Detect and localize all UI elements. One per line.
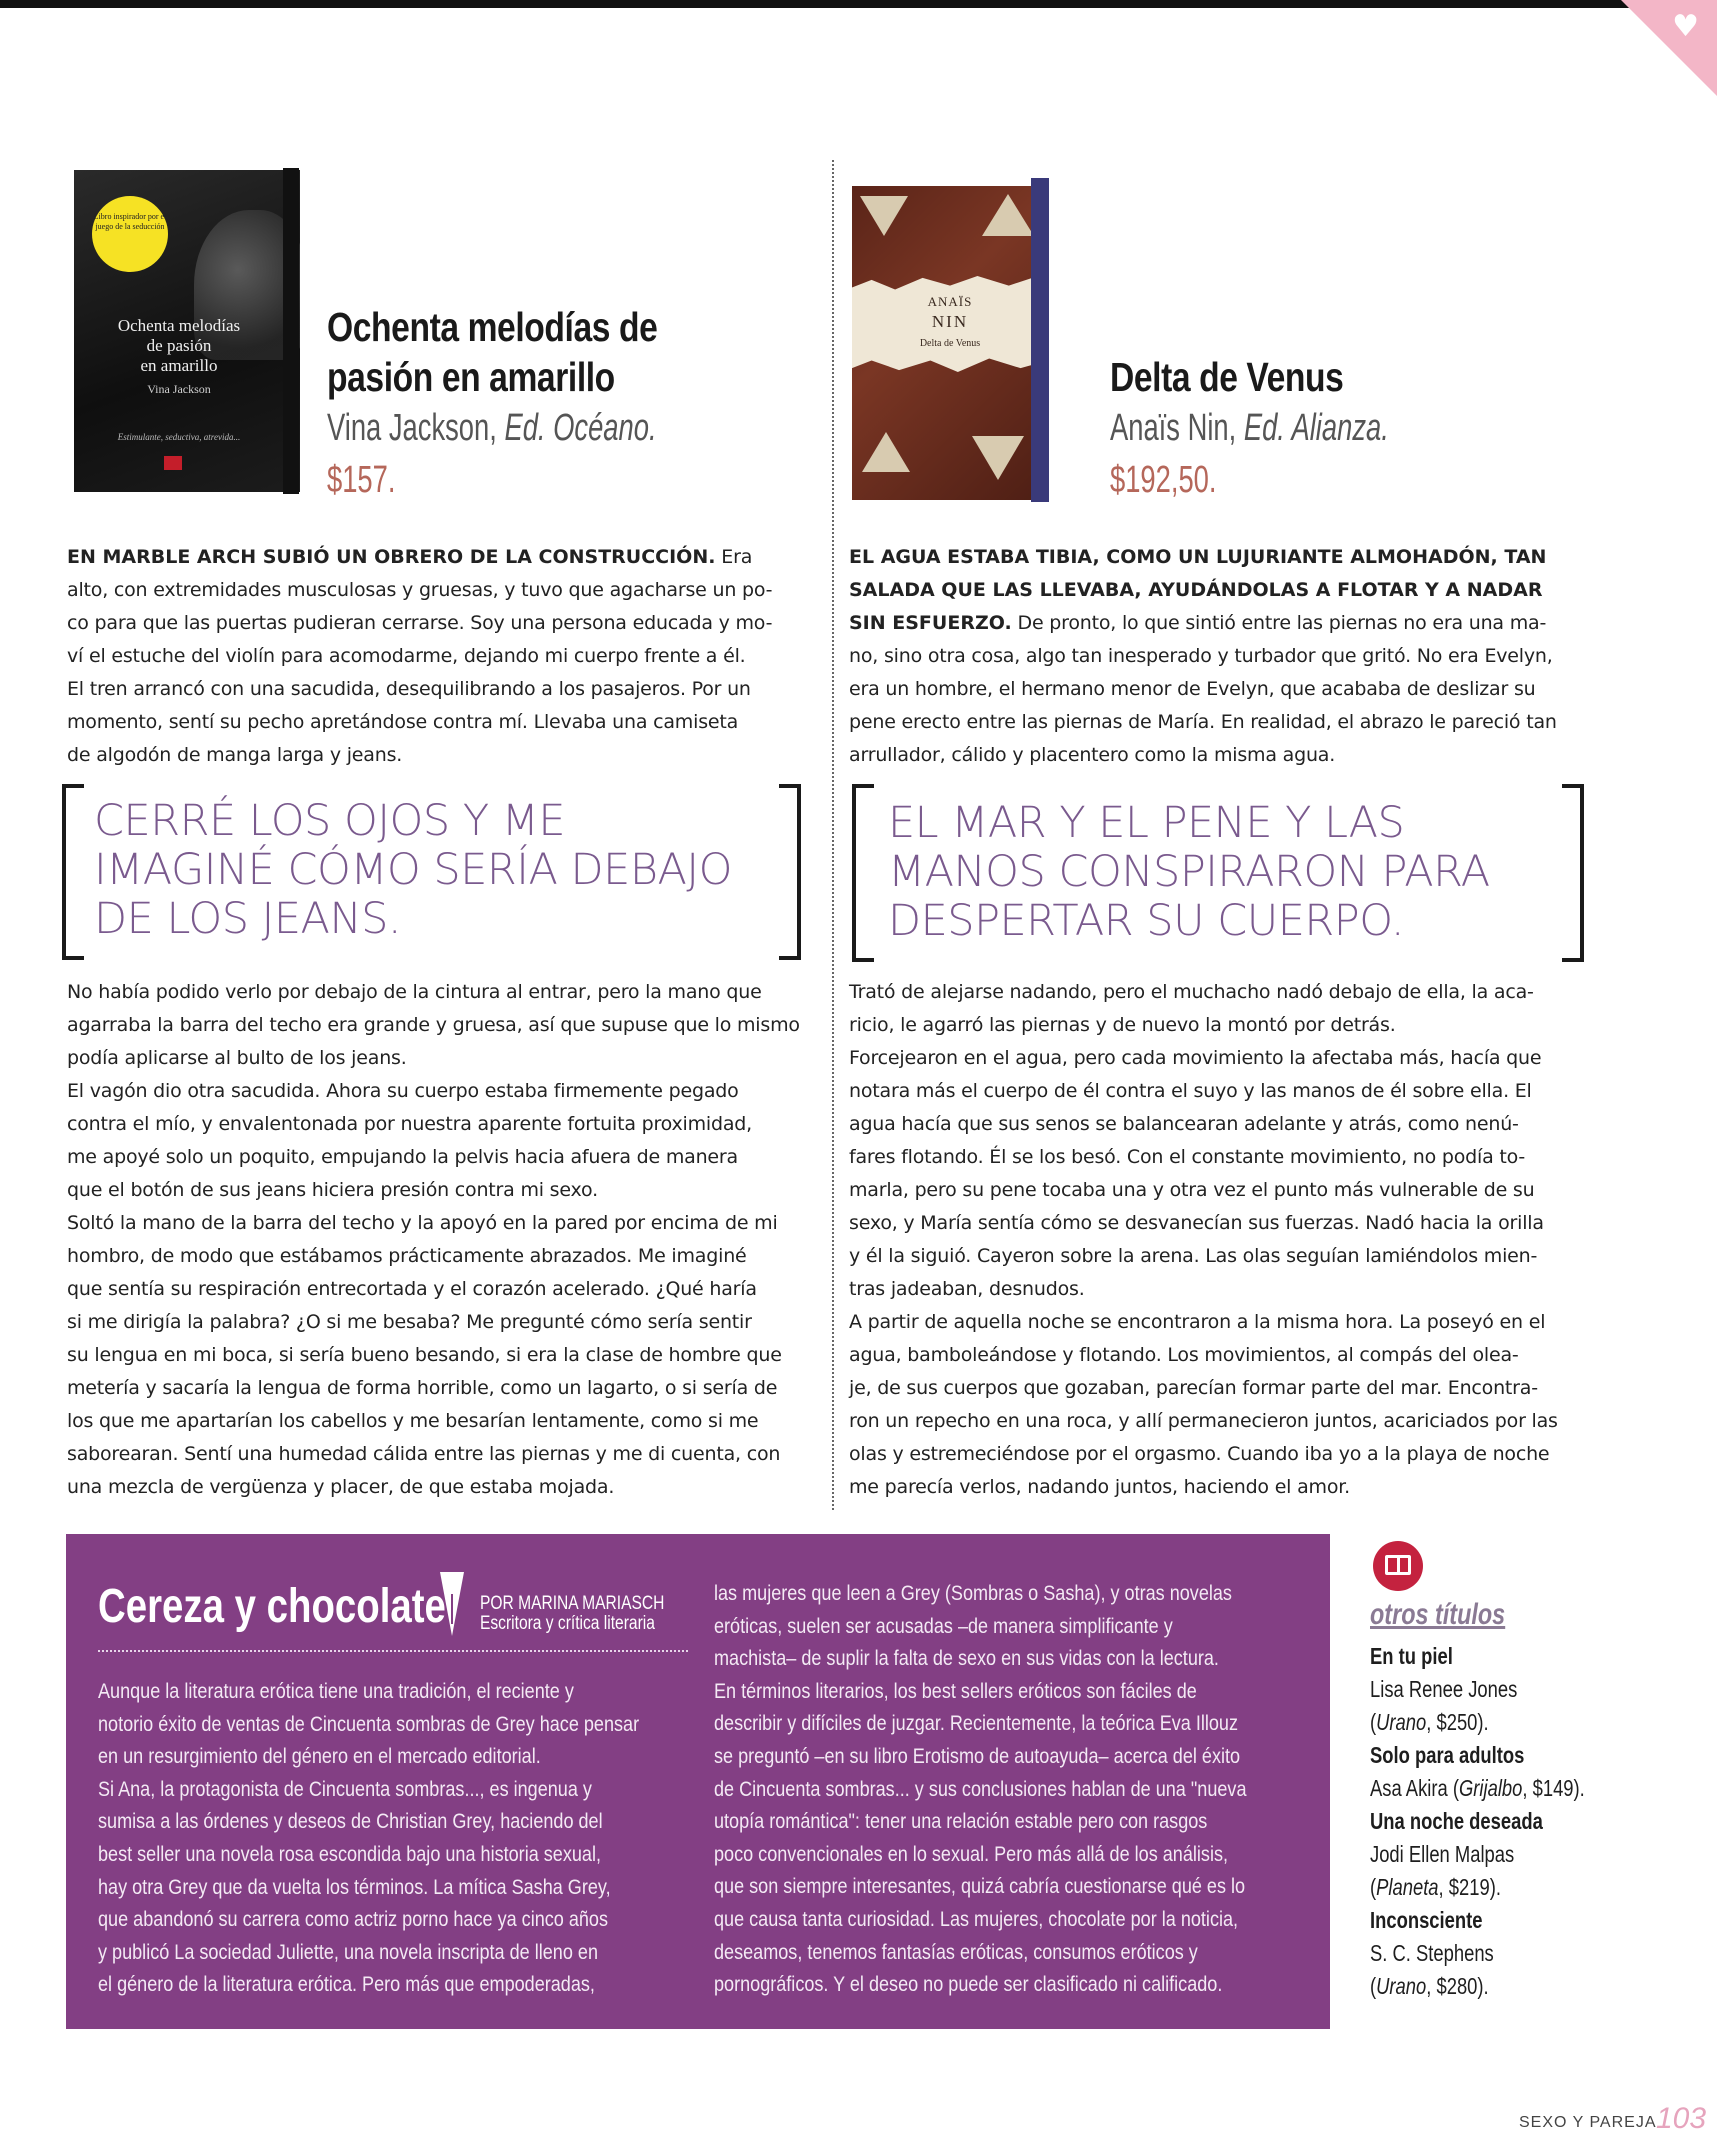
book-author-2: Anaïs Nin, Ed. Alianza. [1110, 407, 1389, 449]
pull-quote-1: CERRÉ LOS OJOS Y ME IMAGINÉ CÓMO SERÍA DEBAJO DE LOS JEANS. [94, 796, 732, 944]
article-1-body: No había podido verlo por debajo de la cintura al entrar, pero la mano que agarraba la barra del techo era grande y gruesa, así que supuse que lo mismo podía aplicarse al bulto de los jeans. El vagón dio otra sacudida. Ahora su cuerpo estaba firmemente pegado contra el mío, y envalentonada por nuestra aparente fortuita proximidad, me apoyé solo un poquito, empujando la pelvis hacia afuera de manera que el botón de sus jeans hiciera presión contra mi sexo. Soltó la mano de la barra del techo y la apoyó en la pared por encima de mi hombro, de modo que estábamos prácticamente abrazados. Me imaginé que sentía su respiración entrecortada y el corazón acelerado. ¿Qué haría si me dirigía la palabra? ¿O si me besaba? Me pregunté cómo sería sentir su lengua en mi boca, si sería bueno besando, si era la clase de hombre que metería y sacaría la lengua de forma horrible, como un lagarto, o si sería de los que me apartarían los cabellos y me besarían lentamente, como si me saborearan. Sentí una humedad cálida entre las piernas y me di cuenta, con una mezcla de vergüenza y placer, de que estaba mojada. [67, 981, 800, 1498]
list-item-publisher: (Urano, $280). [1370, 1973, 1489, 1999]
cover-tagline: Estimulante, seductiva, atrevida... [117, 432, 241, 442]
book-spine [1031, 178, 1049, 502]
pull-quote-2: EL MAR Y EL PENE Y LAS MANOS CONSPIRARON PARA DESPERTAR SU CUERPO. [888, 798, 1490, 946]
quote-bracket-right [1562, 784, 1584, 962]
heart-icon: ♥ [1672, 9, 1699, 44]
book-spine [283, 168, 299, 494]
list-item-title: En tu piel [1370, 1643, 1453, 1669]
quote-bracket-left [62, 784, 84, 960]
opinion-sidebar [66, 1534, 1330, 2029]
otros-titulos-list [1370, 1640, 1585, 2003]
cover-title: Delta de Venus [919, 338, 981, 349]
cover-sticker: Libro inspirador por el juego de la seducción [92, 196, 168, 272]
list-item-publisher: Asa Akira (Grijalbo, $149). [1370, 1775, 1585, 1801]
article-1-intro: EN MARBLE ARCH SUBIÓ UN OBRERO DE LA CONSTRUCCIÓN. Era alto, con extremidades musculosas y gruesas, y tuvo que agacharse un po- co para que las puertas pudieran cerrarse. Soy una persona educada y mo- ví el estuche del violín para acomodarme, dejando mi cuerpo frente a él. El tren arrancó con una sacudida, desequilibrando a los pasajeros. Por un momento, sentí su pecho apretándose contra mí. Llevaba una camiseta de algodón de manga larga y jeans. [67, 546, 773, 766]
page-number: 103 [1656, 2102, 1707, 2135]
list-item-title: Inconsciente [1370, 1907, 1483, 1933]
book-cover-delta-de-venus [852, 186, 1048, 500]
sidebar-divider [98, 1650, 688, 1652]
section-name: SEXO Y PAREJA [1519, 2114, 1657, 2131]
quote-bracket-left [852, 784, 874, 962]
sidebar-text-left: Aunque la literatura erótica tiene una tradición, el reciente y notorio éxito de ventas de Cincuenta sombras de Grey hace pensar en un resurgimiento del género en el mercado editorial. Si Ana, la protagonista de Cincuenta sombras..., es ingenua y sumisa a las órdenes y deseos de Christian Grey, haciendo del best seller una novela rosa escondida bajo una historia sexual, hay otra Grey que da vuelta los términos. La mítica Sasha Grey, que abandonó su carrera como actriz porno hace ya cinco años y publicó La sociedad Juliette, una novela inscripta de lleno en el género de la literatura erótica. Pero más que empoderadas, [98, 1680, 640, 1997]
list-item-title: Una noche deseada [1370, 1808, 1543, 1834]
list-item-publisher: (Planeta, $219). [1370, 1874, 1501, 1900]
article-2-body: Trató de alejarse nadando, pero el muchacho nadó debajo de ella, la aca- ricio, le agarró las piernas y de nuevo la montó por detrás. Forcejearon en el agua, pero cada movimiento la afectaba más, hacía que notara más el cuerpo de él contra el suyo y las manos de él sobre ella. El agua hacía que sus senos se balancearan adelante y atrás, como nenú- fares flotando. Él se los besó. Con el constante movimiento, no podía to- marla, pero su pene tocaba una y otra vez el punto más vulnerable de su sexo, y María sentía cómo se desvanecían sus fuerzas. Nadó hacia la orilla y él la siguió. Cayeron sobre la arena. Las olas seguían lamiéndolos mien- tras jadeaban, desnudos. A partir de aquella noche se encontraron a la misma hora. La poseyó en el agua, bamboleándose y flotando. Los movimientos, al compás del olea- je, de sus cuerpos que gozaban, parecían formar parte del mar. Encontra- ron un repecho en una roca, y allí permanecieron juntos, acariciados por las olas y estremeciéndose por el orgasmo. Cuando iba yo a la playa de noche me parecía verlos, nadando juntos, haciendo el amor. [849, 981, 1558, 1498]
list-item-publisher: (Urano, $250). [1370, 1709, 1489, 1735]
column-divider [832, 160, 834, 1510]
book-title-1: Ochenta melodías de pasión en amarillo [327, 304, 658, 400]
book-price-1: $157. [327, 459, 396, 501]
book-cover-ochenta-melodias [74, 170, 300, 492]
cover-author-bottom: NIN [931, 312, 969, 331]
sidebar-byline: POR MARINA MARIASCH Escritora y crítica literaria [480, 1593, 665, 1634]
book-title-2: Delta de Venus [1110, 354, 1344, 400]
corner-tab [1621, 0, 1717, 96]
cover-author: Vina Jackson [147, 382, 211, 396]
otros-titulos-heading: otros títulos [1370, 1598, 1506, 1631]
sidebar-text-right: las mujeres que leen a Grey (Sombras o Sasha), y otras novelas eróticas, suelen ser acusadas –de manera simplificante y machista– de suplir la falta de sexo en sus vidas con la lectura. En términos literarios, los best sellers eróticos son fáciles de describir y difíciles de juzgar. Recientemente, la teórica Eva Illouz se preguntó –en su libro Erotismo de autoayuda– acerca del éxito de Cincuenta sombras... y sus conclusiones hablan de una "nueva utopía romántica": tener una relación estable pero con rasgos poco convencionales en lo sexual. Pero más allá de los análisis, que son siempre interesantes, quizá cabría cuestionarse qué es lo que causa tanta curiosidad. Las mujeres, chocolate por la noticia, deseamos, tenemos fantasías eróticas, consumos eróticos y pornográficos. Y el deseo no puede ser clasificado ni calificado. [714, 1582, 1247, 1997]
list-item-title: Solo para adultos [1370, 1742, 1525, 1768]
quote-bracket-right [779, 784, 801, 960]
book-author-1: Vina Jackson, Ed. Océano. [327, 407, 657, 449]
publisher-logo-icon [164, 456, 182, 470]
cover-author-top: ANAÏS [927, 294, 973, 309]
list-item-author: S. C. Stephens [1370, 1940, 1494, 1966]
book-price-2: $192,50. [1110, 459, 1217, 501]
list-item-author: Jodi Ellen Malpas [1370, 1841, 1515, 1867]
sidebar-title: Cereza y chocolate [98, 1580, 446, 1633]
list-item-author: Lisa Renee Jones [1370, 1676, 1518, 1702]
article-2-intro: EL AGUA ESTABA TIBIA, COMO UN LUJURIANTE ALMOHADÓN, TAN SALADA QUE LAS LLEVABA, AYUDÁNDOLAS A FLOTAR Y A NADAR SIN ESFUERZO. De pronto, lo que sintió entre las piernas no era una ma- no, sino otra cosa, algo tan inesperado y turbador que gritó. No era Evelyn, era un hombre, el hermano menor de Evelyn, que acababa de deslizar su pene erecto entre las piernas de María. En realidad, el abrazo le pareció tan arrullador, cálido y placentero como la misma agua. [849, 546, 1557, 766]
cover-title: Ochenta melodías de pasión en amarillo [117, 316, 241, 375]
top-rule [0, 0, 1717, 8]
